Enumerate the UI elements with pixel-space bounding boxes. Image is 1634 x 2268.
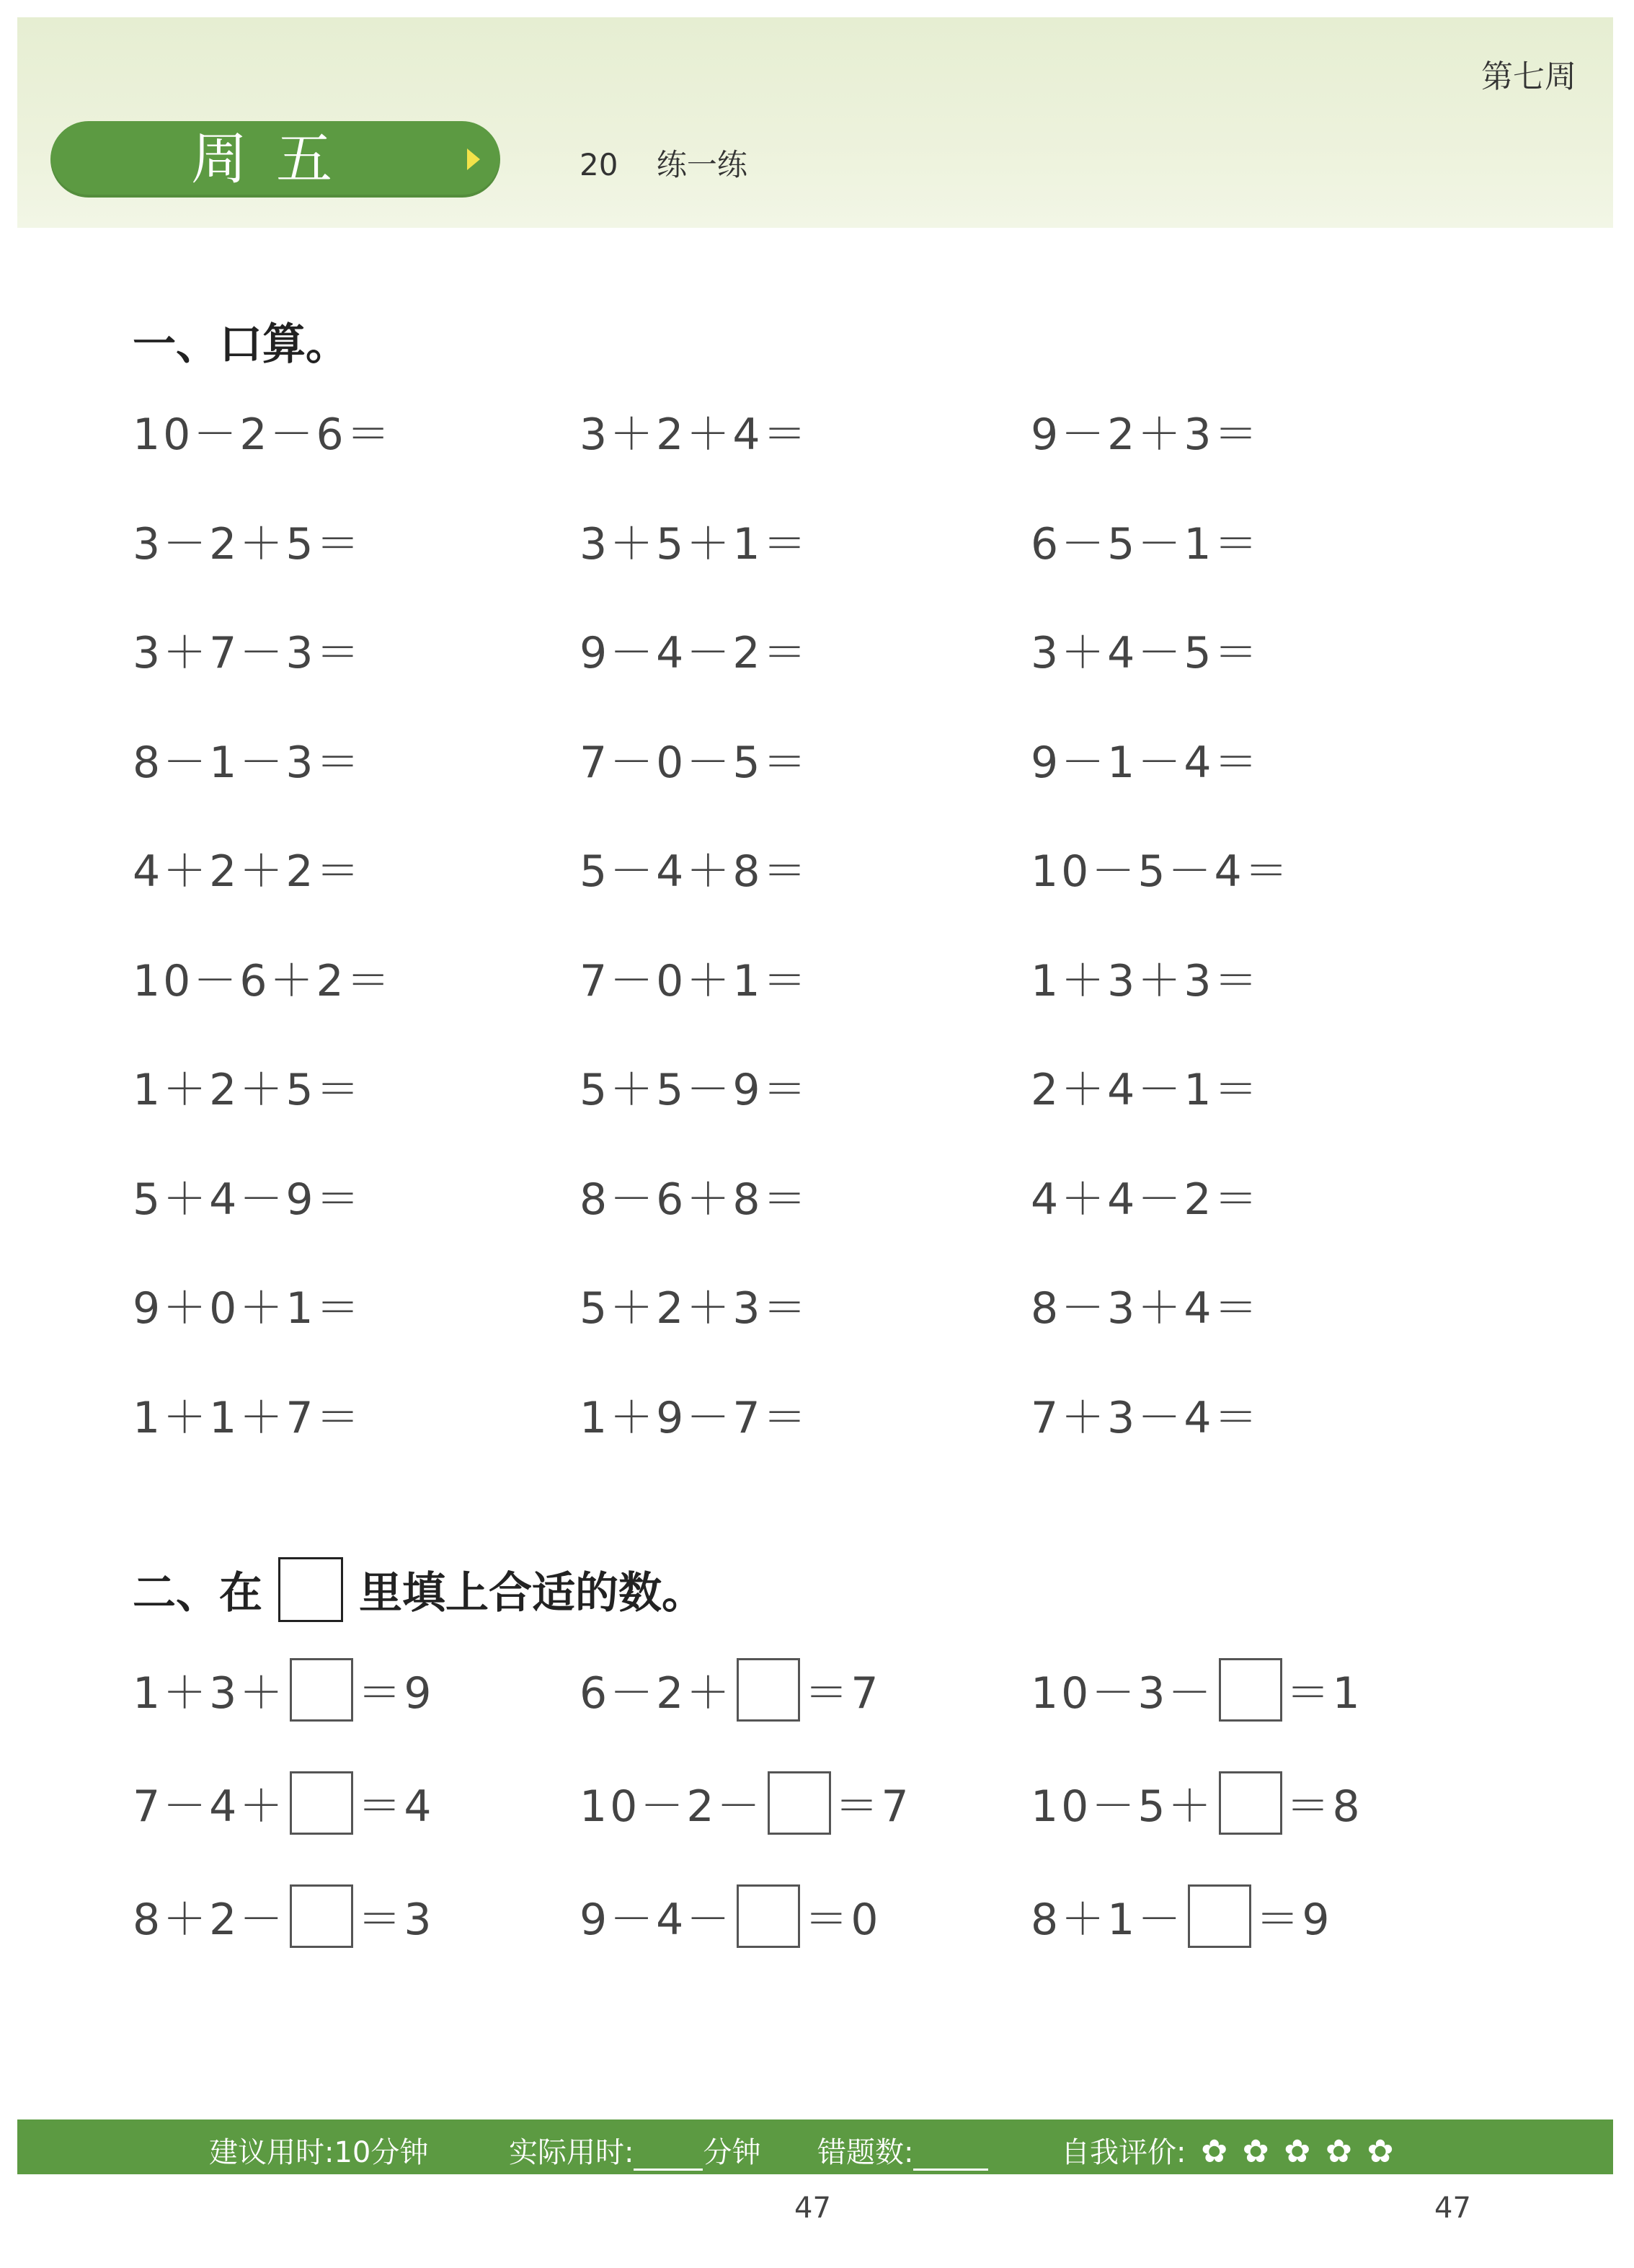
actual-time-label: 实际用时: <box>509 2136 634 2169</box>
math-expression: 8－3＋4＝ <box>1031 1283 1261 1334</box>
math-expression: 9－2＋3＝ <box>1031 409 1261 460</box>
actual-time-blank[interactable] <box>634 2143 703 2171</box>
math-expression: 10－6＋2＝ <box>133 956 393 1006</box>
flower-icon[interactable]: ✿ <box>1201 2133 1228 2170</box>
day-label: 周五 <box>191 127 362 192</box>
math-expression: 4＋2＋2＝ <box>133 846 363 897</box>
fill-blank-equation <box>1031 1771 1363 1835</box>
equation-right: ＝1 <box>1286 1668 1363 1719</box>
math-expression: 10－2－6＝ <box>133 409 393 460</box>
lesson-title: 练一练 <box>656 147 747 182</box>
math-expression: 3＋5＋1＝ <box>580 519 809 570</box>
math-expression: 1＋9－7＝ <box>580 1393 809 1443</box>
page-number-right: 47 <box>1434 2192 1471 2225</box>
answer-box[interactable] <box>1188 1884 1251 1948</box>
actual-time-unit: 分钟 <box>703 2136 761 2169</box>
equation-left: 1＋3＋ <box>133 1668 286 1719</box>
math-expression: 9－4－2＝ <box>580 628 809 678</box>
equation-right: ＝9 <box>1256 1895 1333 1945</box>
math-expression: 3－2＋5＝ <box>133 519 363 570</box>
flower-icon[interactable]: ✿ <box>1284 2133 1311 2170</box>
answer-box[interactable] <box>290 1658 353 1722</box>
answer-box[interactable] <box>290 1771 353 1835</box>
math-expression: 5＋2＋3＝ <box>580 1283 809 1334</box>
equation-right: ＝4 <box>358 1781 435 1832</box>
math-expression: 1＋2＋5＝ <box>133 1065 363 1115</box>
week-label: 第七周 <box>1481 58 1576 95</box>
page-number-center: 47 <box>794 2192 831 2225</box>
equation-right: ＝7 <box>804 1668 882 1719</box>
equation-right: ＝7 <box>835 1781 912 1832</box>
math-expression: 8－6＋8＝ <box>580 1174 809 1225</box>
day-pill <box>50 121 500 198</box>
lesson-number: 20 <box>580 147 618 182</box>
footer-band <box>17 2119 1613 2174</box>
math-expression: 9＋0＋1＝ <box>133 1283 363 1334</box>
suggested-time: 建议用时:10分钟 <box>209 2136 429 2169</box>
fill-blank-equation <box>1031 1658 1363 1722</box>
flower-icon[interactable]: ✿ <box>1242 2133 1269 2170</box>
fill-blank-equation <box>580 1771 912 1835</box>
math-expression: 3＋7－3＝ <box>133 628 363 678</box>
equation-left: 8＋2－ <box>133 1895 286 1945</box>
fill-blank-equation <box>580 1658 882 1722</box>
math-expression: 2＋4－1＝ <box>1031 1065 1261 1115</box>
equation-right: ＝9 <box>358 1668 435 1719</box>
math-expression: 7－0－5＝ <box>580 737 809 788</box>
answer-box[interactable] <box>768 1771 831 1835</box>
answer-box[interactable] <box>290 1884 353 1948</box>
equation-right: ＝3 <box>358 1895 435 1945</box>
math-expression: 1＋1＋7＝ <box>133 1393 363 1443</box>
rating-stars <box>1195 2133 1393 2170</box>
equation-left: 9－4－ <box>580 1895 733 1945</box>
section2-title <box>133 1557 705 1622</box>
section1-title: 一、口算。 <box>133 319 349 370</box>
section2-title-prefix: 二、在 <box>133 1568 262 1618</box>
equation-left: 7－4＋ <box>133 1781 286 1832</box>
fill-blank-equation <box>133 1658 435 1722</box>
self-eval-label: 自我评价: <box>1061 2136 1186 2169</box>
flower-icon[interactable]: ✿ <box>1325 2133 1352 2170</box>
fill-blank-equation <box>580 1884 882 1948</box>
errors-label: 错题数: <box>817 2136 914 2169</box>
math-expression: 5－4＋8＝ <box>580 846 809 897</box>
math-expression: 7＋3－4＝ <box>1031 1393 1261 1443</box>
equation-right: ＝8 <box>1286 1781 1363 1832</box>
math-expression: 5＋5－9＝ <box>580 1065 809 1115</box>
equation-left: 10－5＋ <box>1031 1781 1215 1832</box>
math-expression: 8－1－3＝ <box>133 737 363 788</box>
math-expression: 7－0＋1＝ <box>580 956 809 1006</box>
lesson-heading <box>580 141 747 185</box>
errors-blank[interactable] <box>913 2143 988 2171</box>
equation-left: 10－3－ <box>1031 1668 1215 1719</box>
actual-time <box>509 2130 760 2171</box>
math-expression: 4＋4－2＝ <box>1031 1174 1261 1225</box>
math-expression: 6－5－1＝ <box>1031 519 1261 570</box>
section2-title-suffix: 里填上合适的数。 <box>359 1568 705 1618</box>
self-evaluation <box>1061 2130 1393 2171</box>
equation-left: 10－2－ <box>580 1781 763 1832</box>
fill-blank-equation <box>1031 1884 1333 1948</box>
math-expression: 1＋3＋3＝ <box>1031 956 1261 1006</box>
answer-box[interactable] <box>1219 1771 1282 1835</box>
equation-right: ＝0 <box>804 1895 882 1945</box>
errors-count <box>817 2130 988 2171</box>
math-expression: 3＋2＋4＝ <box>580 409 809 460</box>
fill-blank-equation <box>133 1771 435 1835</box>
equation-left: 6－2＋ <box>580 1668 733 1719</box>
example-blank-box <box>278 1557 343 1622</box>
math-expression: 10－5－4＝ <box>1031 846 1291 897</box>
math-expression: 5＋4－9＝ <box>133 1174 363 1225</box>
arrow-right-icon <box>467 149 480 170</box>
answer-box[interactable] <box>1219 1658 1282 1722</box>
answer-box[interactable] <box>737 1884 800 1948</box>
math-expression: 9－1－4＝ <box>1031 737 1261 788</box>
flower-icon[interactable]: ✿ <box>1367 2133 1394 2170</box>
math-expression: 3＋4－5＝ <box>1031 628 1261 678</box>
answer-box[interactable] <box>737 1658 800 1722</box>
equation-left: 8＋1－ <box>1031 1895 1184 1945</box>
fill-blank-equation <box>133 1884 435 1948</box>
